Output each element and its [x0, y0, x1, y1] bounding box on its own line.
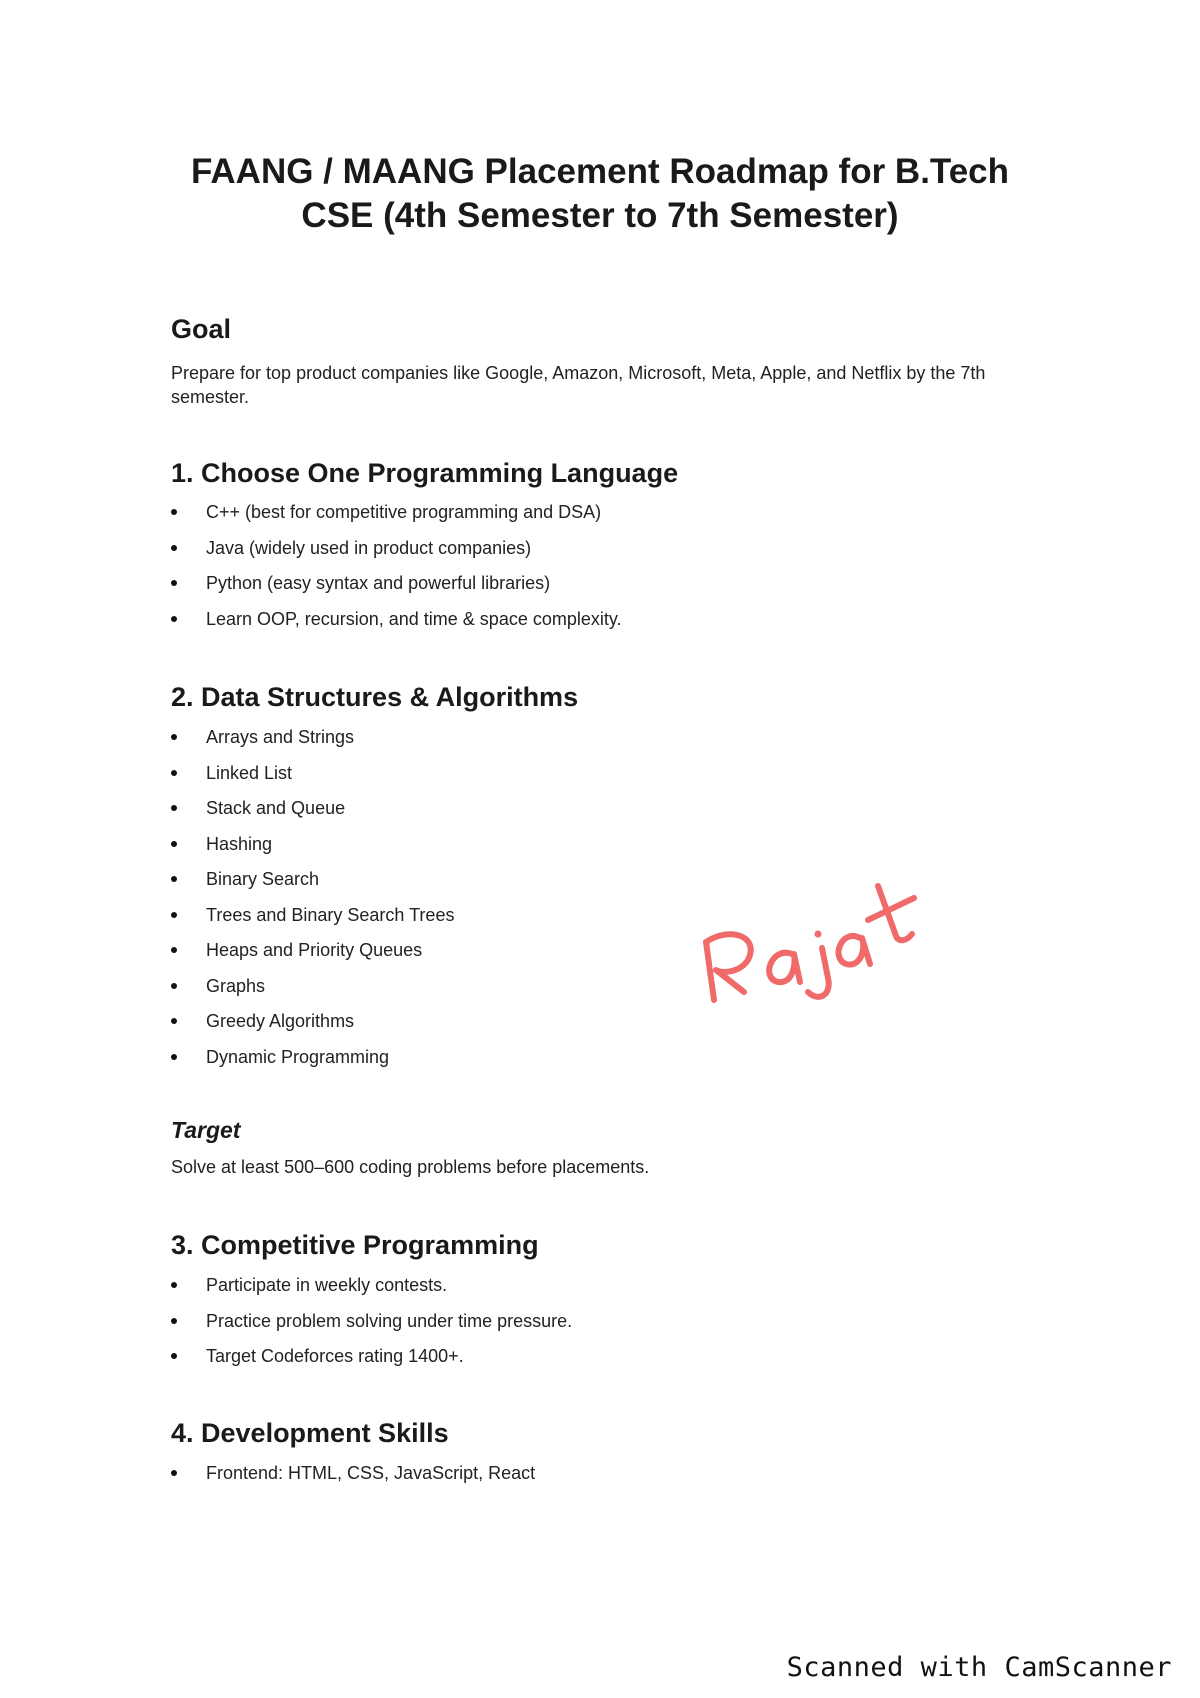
list-item-text: Target Codeforces rating 1400+. — [206, 1346, 464, 1366]
list-item-text: Participate in weekly contests. — [206, 1275, 448, 1295]
list-item-text: Binary Search — [206, 869, 320, 889]
list-item — [171, 1273, 572, 1309]
handwritten-signature — [700, 850, 920, 1010]
bullet-icon — [171, 1353, 177, 1359]
target-text: Solve at least 500–600 coding problems before placements. — [171, 1157, 650, 1177]
list-item — [171, 903, 454, 939]
list-item-text: Graphs — [206, 975, 266, 996]
list-item-text: Greedy Algorithms — [206, 1011, 355, 1031]
competitive-programming-list — [171, 1273, 572, 1380]
document-title — [150, 150, 1050, 238]
list-item-text: Trees and Binary Search Trees — [206, 904, 455, 925]
bullet-icon — [171, 616, 177, 622]
development-skills-list — [171, 1461, 535, 1497]
bullet-icon — [171, 983, 177, 989]
list-item-text: Practice problem solving under time pressure. — [206, 1310, 573, 1331]
section-heading-dsa: 2. Data Structures & Algorithms — [171, 682, 579, 712]
list-item — [171, 832, 454, 868]
list-item — [171, 1309, 572, 1345]
document-title-line-2: CSE (4th Semester to 7th Semester) — [301, 196, 899, 235]
list-item-text: Java (widely used in product companies) — [206, 537, 532, 558]
bullet-icon — [171, 912, 177, 918]
bullet-icon — [171, 947, 177, 953]
bullet-icon — [171, 509, 177, 515]
bullet-icon — [171, 770, 177, 776]
bullet-icon — [171, 1318, 177, 1324]
list-item — [171, 1009, 454, 1045]
list-item-text: Stack and Queue — [206, 798, 346, 818]
list-item — [171, 974, 454, 1010]
list-item-text: Dynamic Programming — [206, 1046, 390, 1067]
document-title-line-1: FAANG / MAANG Placement Roadmap for B.Tech — [190, 152, 1010, 191]
list-item-text: Linked List — [206, 762, 293, 783]
section-heading-competitive-programming: 3. Competitive Programming — [171, 1230, 539, 1260]
bullet-icon — [171, 734, 177, 740]
list-item-text: C++ (best for competitive programming and DSA) — [206, 502, 602, 522]
section-heading-development-skills: 4. Development Skills — [171, 1418, 449, 1448]
programming-language-list — [171, 500, 622, 642]
bullet-icon — [171, 1470, 177, 1476]
bullet-icon — [171, 580, 177, 586]
bullet-icon — [171, 805, 177, 811]
list-item-text: Hashing — [206, 833, 273, 854]
bullet-icon — [171, 1282, 177, 1288]
list-item — [171, 725, 454, 761]
list-item — [171, 761, 454, 797]
list-item-text: Heaps and Priority Queues — [206, 940, 423, 960]
list-item-text: Learn OOP, recursion, and time & space complexity. — [206, 608, 622, 629]
bullet-icon — [171, 876, 177, 882]
list-item — [171, 1344, 572, 1380]
bullet-icon — [171, 1054, 177, 1060]
bullet-icon — [171, 545, 177, 551]
list-item — [171, 796, 454, 832]
list-item — [171, 1461, 535, 1497]
list-item — [171, 500, 622, 536]
list-item — [171, 607, 622, 643]
list-item — [171, 1045, 454, 1081]
target-heading: Target — [171, 1117, 241, 1143]
dsa-topics-list — [171, 725, 454, 1080]
list-item-text: Frontend: HTML, CSS, JavaScript, React — [206, 1463, 536, 1483]
list-item — [171, 938, 454, 974]
list-item — [171, 867, 454, 903]
list-item — [171, 536, 622, 572]
list-item-text: Arrays and Strings — [206, 727, 355, 747]
scanner-watermark: Scanned with CamScanner — [786, 1652, 1172, 1683]
goal-heading: Goal — [171, 314, 232, 344]
bullet-icon — [171, 1018, 177, 1024]
bullet-icon — [171, 841, 177, 847]
list-item — [171, 571, 622, 607]
section-heading-programming-language: 1. Choose One Programming Language — [171, 458, 679, 488]
goal-text: Prepare for top product companies like Google, Amazon, Microsoft, Meta, Apple, and Netflix by the 7th semester. — [171, 363, 986, 407]
list-item-text: Python (easy syntax and powerful libraries) — [206, 573, 551, 593]
